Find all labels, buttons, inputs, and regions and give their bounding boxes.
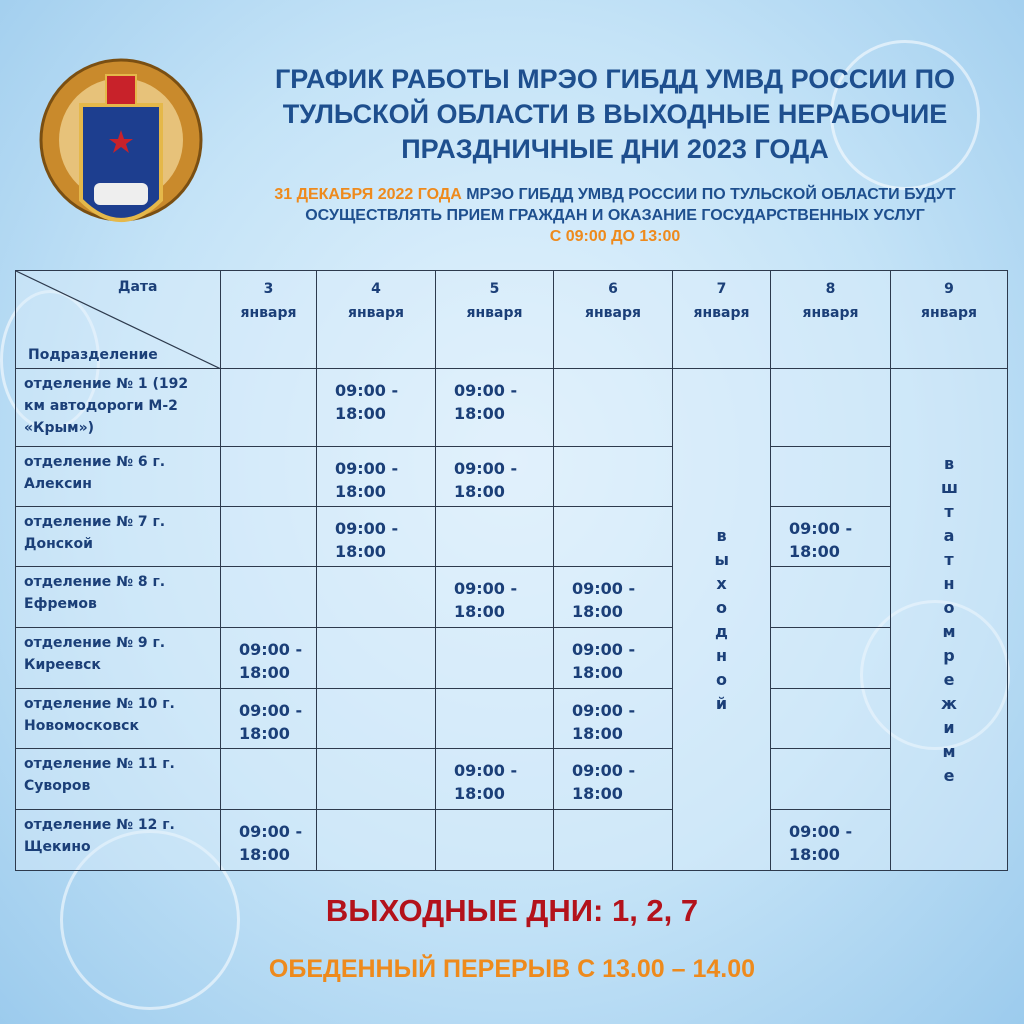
schedule-cell: 09:00 - 18:00 (436, 749, 554, 810)
day-number: 4 (371, 281, 381, 297)
schedule-cell: 09:00 - 18:00 (554, 567, 673, 628)
department-name: отделение № 11 г. Суворов (16, 749, 221, 810)
gibdd-emblem-logo (36, 55, 206, 245)
schedule-cell (771, 567, 891, 628)
department-name: отделение № 6 г. Алексин (16, 447, 221, 507)
schedule-cell: 09:00 - 18:00 (436, 369, 554, 447)
schedule-cell: 09:00 - 18:00 (317, 447, 436, 507)
schedule-cell: 09:00 - 18:00 (436, 567, 554, 628)
table-row (16, 447, 1008, 507)
day-number: 8 (825, 281, 836, 297)
schedule-cell (317, 689, 436, 749)
table-row (16, 749, 1008, 810)
schedule-cell (221, 749, 317, 810)
page-title: ГРАФИК РАБОТЫ МРЭО ГИБДД УМВД РОССИИ ПО ТУЛЬСКОЙ ОБЛАСТИ В ВЫХОДНЫЕ НЕРАБОЧИЕ ПРАЗДНИЧНЫЕ ДНИ 2023 ГОДА (274, 64, 955, 164)
schedule-cell (771, 369, 891, 447)
day-number: 5 (489, 281, 500, 297)
day-header (221, 271, 317, 369)
day-header (436, 271, 554, 369)
table-row (16, 369, 1008, 447)
table-row (16, 628, 1008, 689)
corner-dept-label: Подразделение (28, 347, 158, 363)
table-row (16, 567, 1008, 628)
day-month: января (348, 305, 404, 321)
schedule-cell (317, 810, 436, 871)
corner-header (16, 271, 221, 369)
notice-text (210, 184, 1020, 247)
department-name: отделение № 10 г. Новомосковск (16, 689, 221, 749)
schedule-cell (221, 567, 317, 628)
day-off-merged-cell (673, 369, 771, 871)
schedule-cell (221, 447, 317, 507)
day-header (554, 271, 673, 369)
day-number: 9 (944, 281, 954, 297)
department-name: отделение № 8 г. Ефремов (16, 567, 221, 628)
schedule-cell: 09:00 - 18:00 (771, 810, 891, 871)
corner-date-label: Дата (118, 279, 158, 295)
day-header (317, 271, 436, 369)
day-month: января (585, 305, 641, 321)
lunch-break-text: ОБЕДЕННЫЙ ПЕРЕРЫВ С 13.00 – 14.00 (268, 955, 756, 983)
notice-hours: С 09:00 ДО 13:00 (549, 228, 681, 245)
table-header-row (16, 271, 1008, 369)
schedule-cell (317, 628, 436, 689)
schedule-cell (554, 507, 673, 567)
schedule-cell (554, 447, 673, 507)
day-header (673, 271, 771, 369)
notice-body: МРЭО ГИБДД УМВД РОССИИ ПО ТУЛЬСКОЙ ОБЛАСТИ БУДУТ ОСУЩЕСТВЛЯТЬ ПРИЕМ ГРАЖДАН И ОКАЗАНИЕ ГОСУДАРСТВЕННЫХ УСЛУГ (305, 186, 956, 224)
schedule-cell: 09:00 - 18:00 (221, 689, 317, 749)
schedule-cell: 09:00 - 18:00 (554, 628, 673, 689)
day-header (771, 271, 891, 369)
schedule-cell: 09:00 - 18:00 (317, 507, 436, 567)
department-name: отделение № 7 г. Донской (16, 507, 221, 567)
department-name: отделение № 12 г. Щекино (16, 810, 221, 871)
schedule-cell (436, 628, 554, 689)
schedule-cell (554, 369, 673, 447)
schedule-cell: 09:00 - 18:00 (317, 369, 436, 447)
day-month: января (466, 305, 523, 321)
schedule-cell: 09:00 - 18:00 (221, 810, 317, 871)
day-number: 3 (263, 281, 274, 297)
days-off-text: ВЫХОДНЫЕ ДНИ: 1, 2, 7 (325, 893, 699, 928)
day-off-label: в ы х о д н о й (714, 525, 729, 713)
schedule-cell: 09:00 - 18:00 (771, 507, 891, 567)
schedule-cell (436, 507, 554, 567)
day-month: января (240, 305, 297, 321)
schedule-cell: 09:00 - 18:00 (221, 628, 317, 689)
schedule-cell (221, 369, 317, 447)
table-row (16, 507, 1008, 567)
schedule-cell (436, 689, 554, 749)
day-number: 6 (608, 281, 618, 297)
day-month: января (802, 305, 859, 321)
schedule-cell (771, 628, 891, 689)
day-header (891, 271, 1008, 369)
schedule-cell (771, 689, 891, 749)
schedule-cell: 09:00 - 18:00 (436, 447, 554, 507)
notice-date: 31 ДЕКАБРЯ 2022 ГОДА (274, 186, 462, 203)
day-month: января (921, 305, 977, 321)
department-name: отделение № 9 г. Киреевск (16, 628, 221, 689)
schedule-cell: 09:00 - 18:00 (554, 749, 673, 810)
schedule-cell (317, 567, 436, 628)
schedule-cell (436, 810, 554, 871)
day-number: 7 (716, 281, 727, 297)
schedule-cell (554, 810, 673, 871)
regular-mode-label: в ш т а т н о м р е ж и м е (941, 453, 958, 785)
schedule-cell (221, 507, 317, 567)
day-month: января (693, 305, 750, 321)
schedule-cell (317, 749, 436, 810)
department-name: отделение № 1 (192 км автодороги М-2 «Крым») (16, 369, 221, 447)
schedule-cell: 09:00 - 18:00 (554, 689, 673, 749)
schedule-table (15, 270, 1008, 871)
regular-mode-merged-cell (891, 369, 1008, 871)
schedule-cell (771, 447, 891, 507)
schedule-cell (771, 749, 891, 810)
table-row (16, 689, 1008, 749)
table-row (16, 810, 1008, 871)
